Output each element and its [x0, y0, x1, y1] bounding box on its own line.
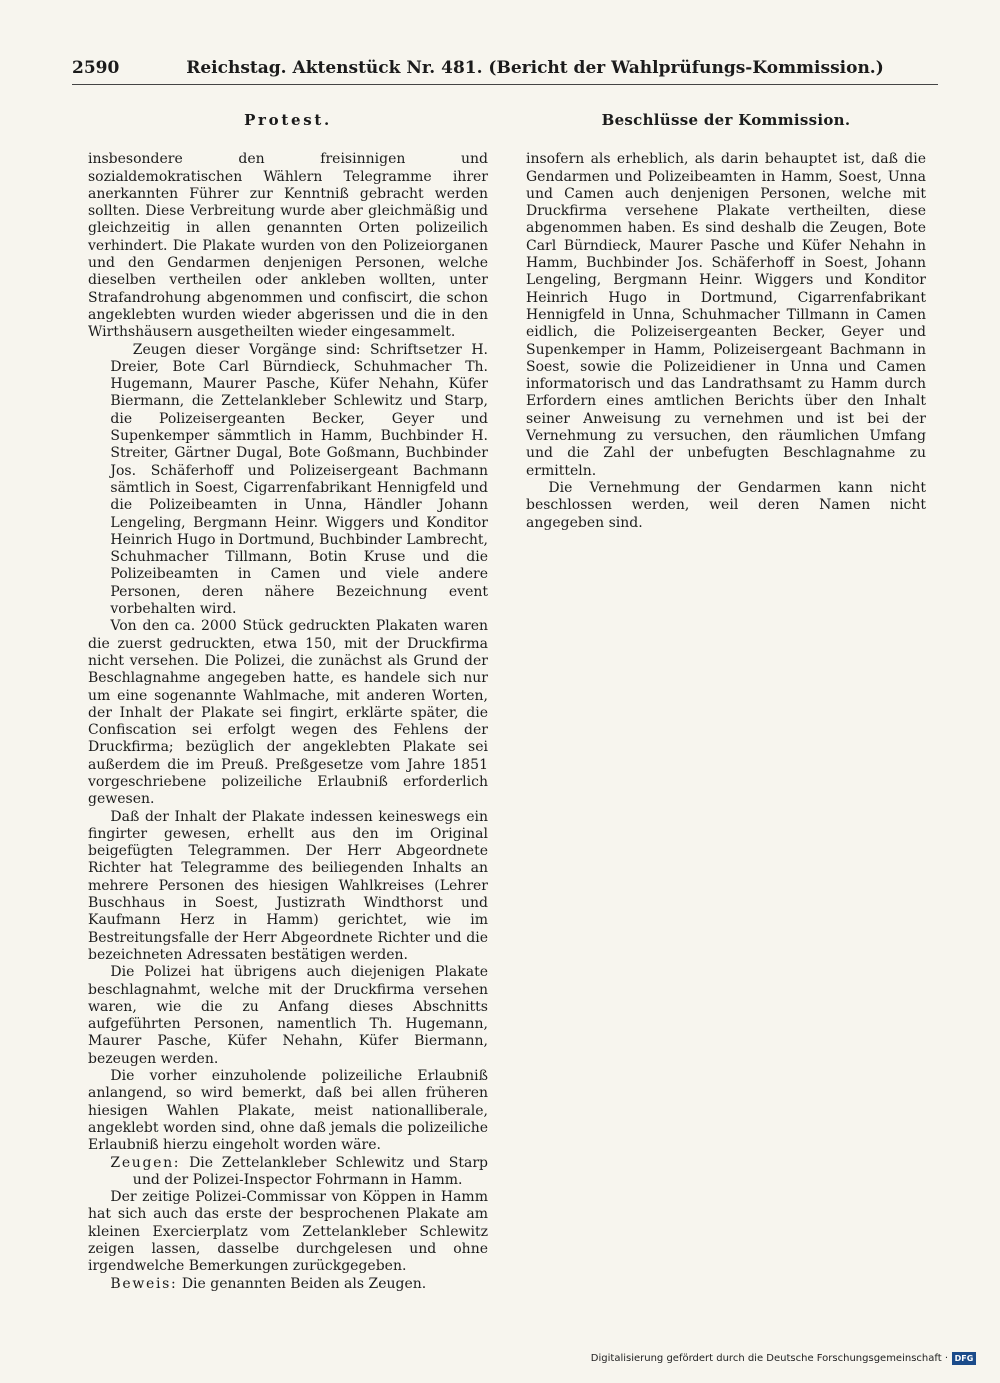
proof-text: Die genannten Beiden als Zeugen. [181, 1275, 427, 1292]
paragraph: Daß der Inhalt der Plakate indessen keineswegs ein fingirter gewesen, erhellt aus den im Original beigefügten Telegrammen. Der Herr Abgeordnete Richter hat Telegramme des beiliegenden Inhalts an mehrere Personen des hiesigen Wahlkreises (Lehrer Buschhaus in Soest, Justizrath Windthorst und Kaufmann Herz in Hamm) gerichtet, wie im Bestreitungsfalle der Herr Abgeordnete Richter und die bezeichneten Adressaten bestätigen werden. [88, 808, 488, 963]
commission-heading: Beschlüsse der Kommission. [601, 111, 851, 129]
paragraph: insofern als erheblich, als darin behauptet ist, daß die Gendarmen und Polizeibeamten in Hamm, Soest, Unna und Camen auch denjenigen Personen, welche mit Druckfirma versehene Plakate vertheilten, diese abgenommen haben. Es sind deshalb die Zeugen, Bote Carl Bürndieck, Maurer Pasche und Küfer Nehahn in Hamm, Buchbinder Jos. Schäferhoff in Soest, Johann Lengeling, Bergmann Heinr. Wiggers und Konditor Heinrich Hugo in Dortmund, Cigarrenfabrikant Hennigfeld in Unna, Schuhmacher Tillmann in Camen eidlich, die Polizeisergeanten Becker, Geyer und Supenkemper in Hamm, Polizeisergeant Bachmann in Soest, sowie die Polizeidiener in Unna und Camen informatorisch und das Landrathsamt zu Hamm durch Erfordern eines amtlichen Berichts über den Inhalt seiner Anweisung zu vernehmen und ist bei der Vernehmung zu versuchen, den räumlichen Umfang und die Zahl der unbefugten Beschlagnahme zu ermitteln. [526, 151, 926, 479]
proof-block [88, 1276, 488, 1293]
paragraph: Die Polizei hat übrigens auch diejenigen Plakate beschlagnahmt, welche mit der Druckfirma versehen waren, wie die zu Anfang dieses Abschnitts aufgeführten Personen, namentlich Th. Hugemann, Maurer Pasche, Küfer Nehahn, Küfer Biermann, bezeugen werden. [88, 964, 488, 1067]
page-number: 2590 [72, 58, 120, 78]
witness-label: Zeugen: [110, 1154, 181, 1171]
commission-column [526, 112, 926, 532]
paragraph: Die Vernehmung der Gendarmen kann nicht beschlossen werden, weil deren Namen nicht angegeben sind. [526, 479, 926, 531]
witness-block [88, 1155, 488, 1190]
paragraph: Von den ca. 2000 Stück gedruckten Plakaten waren die zuerst gedruckten, etwa 150, mit der Druckfirma nicht versehen. Die Polizei, die zunächst als Grund der Beschlagnahme angegeben hatte, es handele sich nur um eine sogenannte Wahlmache, mit anderen Worten, der Inhalt der Plakate sei fingirt, erklärte später, die Confiscation sei erfolgt wegen des Fehlens der Druckfirma; bezüglich der angeklebten Plakate sei außerdem die im Preuß. Preßgesetze vom Jahre 1851 vorgeschriebene polizeiliche Erlaubniß erforderlich gewesen. [88, 618, 488, 808]
paragraph: insbesondere den freisinnigen und sozialdemokratischen Wählern Telegramme ihrer anerkannten Führer zur Kenntniß gebracht werden sollten. Diese Verbreitung wurde aber gleichmäßig und gleichzeitig in allen genannten Orten polizeilich verhindert. Die Plakate wurden von den Polizeiorganen und den Gendarmen denjenigen Personen, welche dieselben vertheilen oder ankleben wollten, unter Strafandrohung abgenommen und confiscirt, die schon angeklebten wurden wieder abgerissen und die in den Wirthshäusern ausgetheilten wieder eingesammelt. [88, 151, 488, 341]
protest-column [88, 112, 488, 1293]
protest-heading: Protest. [244, 111, 332, 129]
header-rule [72, 84, 938, 85]
witness-paragraph: Zeugen dieser Vorgänge sind: Schriftsetzer H. Dreier, Bote Carl Bürndieck, Schuhmacher Th. Hugemann, Maurer Pasche, Küfer Nehahn, Küfer Biermann, die Zettelankleber Schlewitz und Starp, die Polizeisergeanten Becker, Geyer und Supenkemper sämmtlich in Hamm, Buchbinder H. Streiter, Gärtner Dugal, Bote Goßmann, Buchbinder Jos. Schäferhoff und Polizeisergeant Bachmann sämtlich in Soest, Cigarrenfabrikant Hennigfeld und die Polizeibeamten in Unna, Händler Johann Lengeling, Bergmann Heinr. Wiggers und Konditor Heinrich Hugo in Dortmund, Buchbinder Lambrecht, Schuhmacher Tillmann, Botin Kruse und die Polizeibeamten in Camen und viele andere Personen, deren nähere Bezeichnung event vorbehalten wird. [110, 341, 488, 618]
proof-label: Beweis: [110, 1275, 178, 1292]
footer [591, 1352, 976, 1365]
paragraph: Die vorher einzuholende polizeiliche Erlaubniß anlangend, so wird bemerkt, daß bei allen früheren hiesigen Wahlen Plakate, meist nationalliberale, angeklebt worden sind, ohne daß jemals die polizeiliche Erlaubniß hierzu eingeholt worden wäre. [88, 1068, 488, 1154]
witness-text: Die Zettelankleber Schlewitz und Starp und der Polizei-Inspector Fohrmann in Hamm. [132, 1154, 488, 1188]
paragraph: Der zeitige Polizei-Commissar von Köppen in Hamm hat sich auch das erste der besprochenen Plakate am kleinen Exercierplatz vom Zettelankleber Schlewitz zeigen lassen, dasselbe durchgelesen und ohne irgendwelche Bemerkungen zurückgegeben. [88, 1189, 488, 1275]
dfg-logo-icon: DFG [952, 1352, 976, 1365]
funding-note: Digitalisierung gefördert durch die Deutsche Forschungsgemeinschaft · [590, 1353, 948, 1364]
page-header [72, 58, 938, 78]
running-title: Reichstag. Aktenstück Nr. 481. (Bericht der Wahlprüfungs-Kommission.) [186, 58, 884, 78]
